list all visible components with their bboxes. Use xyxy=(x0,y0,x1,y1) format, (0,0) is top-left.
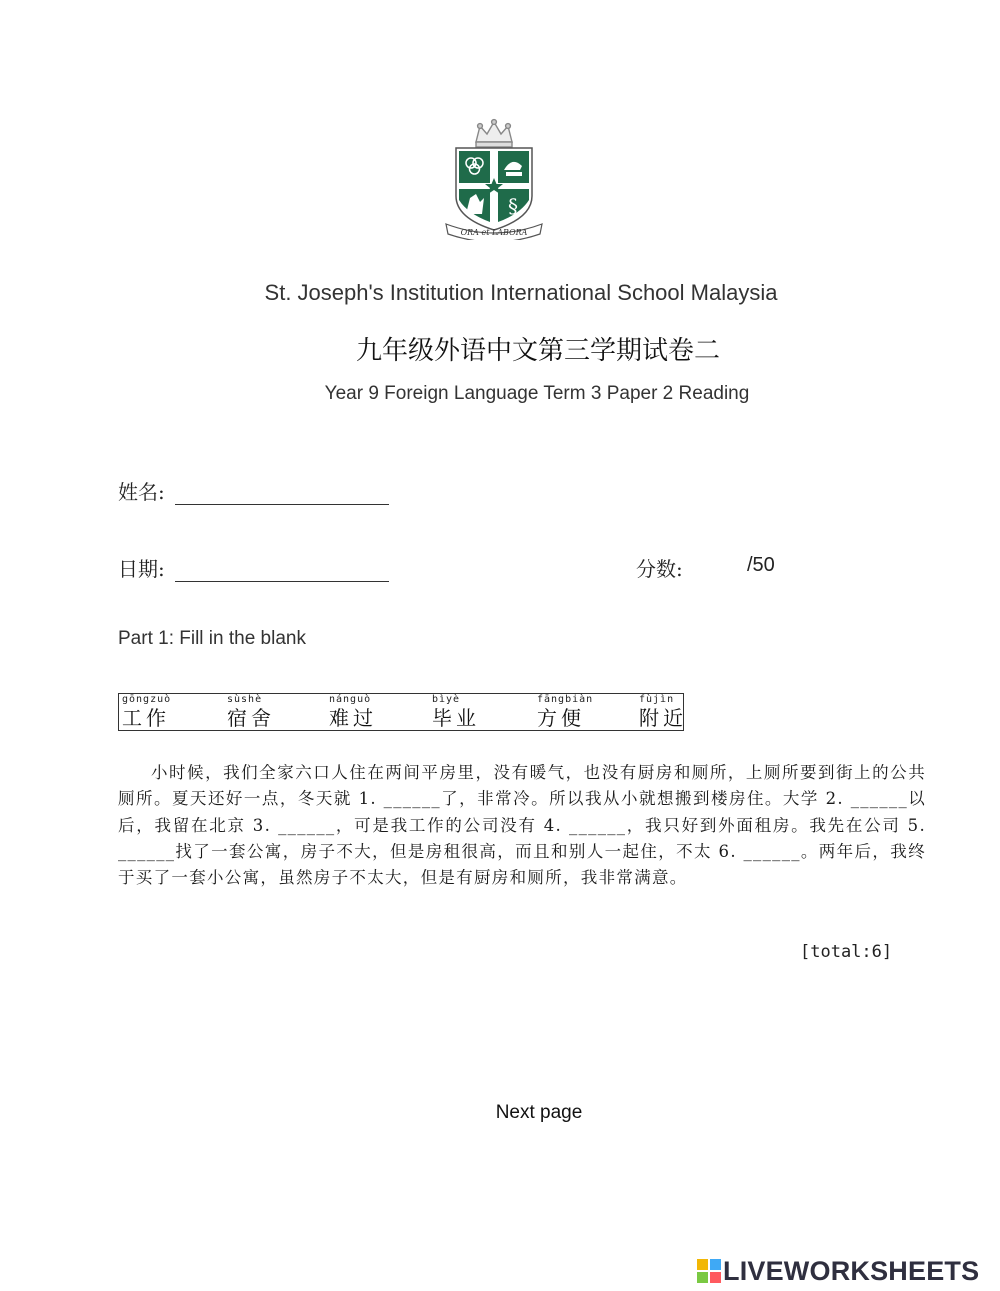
word-bank-item xyxy=(329,694,377,729)
word-pinyin: gōngzuò xyxy=(122,694,172,705)
word-bank-item xyxy=(432,694,480,729)
date-input-line[interactable] xyxy=(175,561,389,582)
word-pinyin: nánguò xyxy=(329,694,372,705)
word-pinyin: fāngbiàn xyxy=(537,694,594,705)
name-field xyxy=(118,476,389,505)
word-bank-item xyxy=(122,694,171,729)
exam-title-english: Year 9 Foreign Language Term 3 Paper 2 Reading xyxy=(324,383,750,404)
exam-title-chinese: 九年级外语中文第三学期试卷二 xyxy=(355,335,720,365)
part1-heading: Part 1: Fill in the blank xyxy=(118,628,306,649)
word-pinyin: bìyè xyxy=(432,694,461,705)
liveworksheets-logo[interactable] xyxy=(697,1256,979,1286)
word-hanzi: 方便 xyxy=(537,706,585,730)
date-field xyxy=(118,553,389,582)
word-pinyin: sùshè xyxy=(227,694,263,705)
word-bank-item xyxy=(227,694,275,729)
word-hanzi: 难过 xyxy=(329,706,377,730)
word-hanzi: 宿舍 xyxy=(227,706,275,730)
name-label: 姓名: xyxy=(118,480,165,504)
school-name: St. Joseph's Institution International School Malaysia xyxy=(264,280,778,305)
score-total: /50 xyxy=(747,554,775,576)
word-hanzi: 附近 xyxy=(639,706,687,730)
svg-text:§: § xyxy=(508,194,518,218)
score-label: 分数: xyxy=(636,557,683,581)
next-page-link[interactable]: Next page xyxy=(495,1102,583,1123)
name-input-line[interactable] xyxy=(175,484,389,505)
crest-icon xyxy=(440,118,548,240)
word-bank xyxy=(118,693,687,731)
word-pinyin: fùjìn xyxy=(639,694,675,705)
school-crest-logo xyxy=(440,118,548,240)
word-hanzi: 毕业 xyxy=(432,706,480,730)
svg-text:ORA et LABORA: ORA et LABORA xyxy=(460,228,528,237)
word-bank-item xyxy=(537,694,593,729)
word-hanzi: 工作 xyxy=(122,706,170,730)
date-label: 日期: xyxy=(118,557,165,581)
liveworksheets-text: LIVEWORKSHEETS xyxy=(723,1255,980,1286)
part1-total: [total:6] xyxy=(800,942,893,962)
reading-passage: 小时候，我们全家六口人住在两间平房里，没有暖气，也没有厨房和厕所，上厕所要到街上的公共厕所。夏天还好一点，冬天就 1. ______了，非常冷。所以我从小就想搬到楼房住。大学 2. ______以后，我留在北京 3. ______，可是我工作的公司没有 4. ______，我只好到外面租房。我先在公司 5. ______找了一套公寓，房子不大，但是房租很高，而且和别人一起住，不太 6. ______。两年后，我终于买了一套小公寓，虽然房子不太大，但是有厨房和厕所，我非常满意。 xyxy=(118,763,926,888)
liveworksheets-icon xyxy=(697,1259,721,1283)
word-bank-item xyxy=(639,694,687,729)
